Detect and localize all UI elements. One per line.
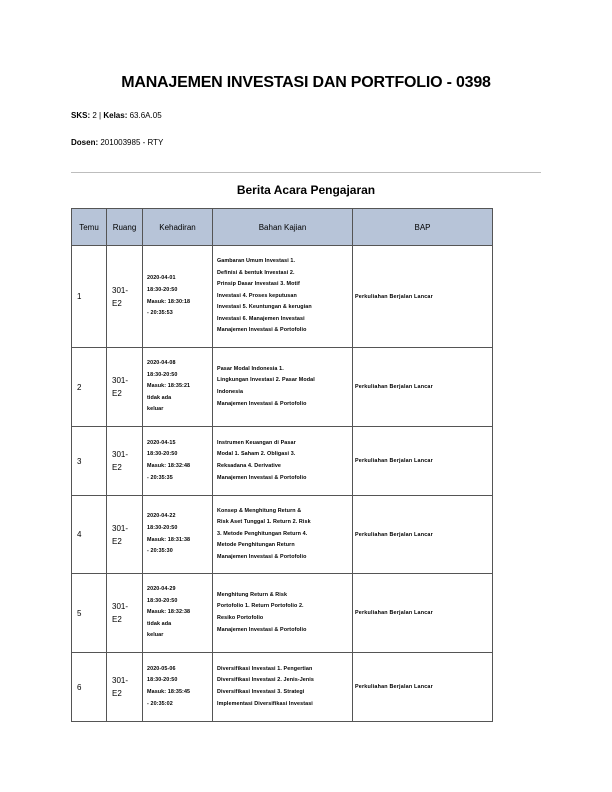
bahan-line: Implementasi Diversifikasi Investasi: [217, 700, 313, 707]
kehadiran-line: keluar: [147, 406, 164, 413]
ruang-line: E2: [112, 536, 122, 546]
cell-temu: 3: [72, 427, 107, 496]
cell-kehadiran: [143, 496, 213, 574]
kehadiran-line: 18:30-20:50: [147, 677, 178, 684]
cell-bap: Perkuliahan Berjalan Lancar: [353, 496, 493, 574]
kehadiran-line: 2020-04-29: [147, 586, 176, 593]
kehadiran-line: keluar: [147, 632, 164, 639]
kehadiran-line: tidak ada: [147, 620, 172, 627]
cell-ruang: [107, 653, 143, 722]
kehadiran-line: 2020-04-22: [147, 513, 176, 520]
ruang-line: E2: [112, 689, 122, 698]
cell-kehadiran: [143, 653, 213, 722]
sks-label: SKS:: [71, 111, 91, 120]
table-header-row: [72, 209, 493, 246]
sks-value: 2: [92, 111, 97, 120]
kehadiran-line: 2020-04-15: [147, 439, 176, 446]
cell-ruang: [107, 348, 143, 427]
ruang-line: 301-: [112, 523, 129, 533]
dosen-label: Dosen:: [71, 138, 99, 147]
kehadiran-line: 18:30-20:50: [147, 597, 178, 604]
kehadiran-line: tidak ada: [147, 394, 172, 401]
kehadiran-line: 2020-05-06: [147, 665, 176, 672]
bahan-line: Instrumen Keuangan di Pasar: [217, 439, 296, 446]
bahan-line: Diversifikasi Investasi 3. Strategi: [217, 689, 305, 695]
kehadiran-line: Masuk: 18:31:38: [147, 536, 191, 543]
bahan-line: Konsep & Menghitung Return &: [217, 507, 302, 514]
cell-bahan-kajian: [213, 427, 353, 496]
lecturer-meta: [71, 138, 163, 147]
cell-bap: Perkuliahan Berjalan Lancar: [353, 348, 493, 427]
ruang-line: E2: [112, 615, 122, 624]
kehadiran-line: 2020-04-01: [147, 275, 176, 282]
ruang-line: 301-: [112, 676, 129, 685]
course-meta: [71, 111, 162, 120]
bap-table: [71, 208, 493, 722]
section-title: Berita Acara Pengajaran: [236, 183, 376, 197]
kehadiran-line: Masuk: 18:30:18: [147, 298, 191, 305]
table-row: [72, 653, 493, 722]
kelas-label: Kelas:: [103, 111, 128, 120]
bahan-line: Risk Aset Tunggal 1. Return 2. Risk: [217, 519, 311, 526]
bahan-line: Lingkungan Investasi 2. Pasar Modal: [217, 377, 315, 384]
cell-bahan-kajian: [213, 574, 353, 653]
cell-bap: Perkuliahan Berjalan Lancar: [353, 427, 493, 496]
bahan-line: Manajemen Investasi & Portofolio: [217, 626, 307, 633]
kehadiran-line: 18:30-20:50: [147, 371, 178, 378]
kehadiran-line: 18:30-20:50: [147, 451, 178, 458]
cell-ruang: [107, 427, 143, 496]
cell-temu: 4: [72, 496, 107, 574]
bahan-line: Portofolio 1. Return Portofolio 2.: [217, 603, 304, 610]
cell-bahan-kajian: [213, 653, 353, 722]
bahan-line: Manajemen Investasi & Portofolio: [217, 474, 307, 481]
bahan-line: Reksadana 4. Derivative: [217, 463, 282, 469]
bahan-line: Investasi 6. Manajemen Investasi: [217, 315, 305, 322]
kehadiran-line: - 20:35:30: [147, 548, 173, 555]
kehadiran-line: - 20:35:53: [147, 310, 173, 317]
cell-bap: Perkuliahan Berjalan Lancar: [353, 653, 493, 722]
bahan-line: Investasi 5. Keuntungan & kerugian: [217, 304, 312, 311]
cell-temu: 6: [72, 653, 107, 722]
ruang-line: 301-: [112, 285, 129, 295]
bahan-line: Modal 1. Saham 2. Obligasi 3.: [217, 451, 296, 458]
header-ruang: Ruang: [107, 209, 143, 246]
ruang-line: 301-: [112, 602, 129, 611]
bahan-line: Definisi & bentuk Investasi 2.: [217, 269, 295, 276]
kehadiran-line: - 20:35:02: [147, 700, 173, 707]
table-row: [72, 427, 493, 496]
header-bahan-kajian: Bahan Kajian: [213, 209, 353, 246]
cell-bap: Perkuliahan Berjalan Lancar: [353, 246, 493, 348]
kehadiran-line: Masuk: 18:35:45: [147, 689, 191, 695]
cell-ruang: [107, 496, 143, 574]
table-row: [72, 574, 493, 653]
cell-kehadiran: [143, 427, 213, 496]
bahan-line: Diversifikasi Investasi 1. Pengertian: [217, 665, 313, 672]
cell-bahan-kajian: [213, 496, 353, 574]
cell-temu: 1: [72, 246, 107, 348]
cell-kehadiran: [143, 246, 213, 348]
bahan-line: 3. Metode Penghitungan Return 4.: [217, 530, 308, 537]
kehadiran-line: Masuk: 18:32:38: [147, 609, 191, 616]
bahan-line: Metode Penghitungan Return: [217, 542, 295, 549]
bahan-line: Gambaran Umum Investasi 1.: [217, 257, 296, 264]
cell-bahan-kajian: [213, 246, 353, 348]
bahan-line: Resiko Portofolio: [217, 615, 264, 621]
ruang-line: 301-: [112, 376, 129, 385]
kehadiran-line: 18:30-20:50: [147, 286, 178, 293]
bahan-line: Menghitung Return & Risk: [217, 591, 288, 598]
bahan-line: Indonesia: [217, 389, 244, 395]
kehadiran-line: 18:30-20:50: [147, 524, 178, 531]
cell-kehadiran: [143, 348, 213, 427]
bahan-line: Manajemen Investasi & Portofolio: [217, 400, 307, 407]
cell-temu: 2: [72, 348, 107, 427]
table-row: [72, 246, 493, 348]
ruang-line: 301-: [112, 450, 129, 459]
dosen-value: 201003985 - RTY: [100, 138, 164, 147]
bahan-line: Investasi 4. Proses keputusan: [217, 292, 297, 299]
header-kehadiran: Kehadiran: [143, 209, 213, 246]
bahan-line: Pasar Modal Indonesia 1.: [217, 365, 284, 372]
bahan-line: Manajemen Investasi & Portofolio: [217, 327, 307, 334]
cell-ruang: [107, 246, 143, 348]
bahan-line: Manajemen Investasi & Portofolio: [217, 553, 307, 560]
ruang-line: E2: [112, 298, 122, 308]
divider: [71, 172, 541, 173]
ruang-line: E2: [112, 463, 122, 472]
cell-bap: Perkuliahan Berjalan Lancar: [353, 574, 493, 653]
meta-separator: |: [99, 111, 102, 120]
ruang-line: E2: [112, 389, 122, 398]
header-bap: BAP: [353, 209, 493, 246]
cell-ruang: [107, 574, 143, 653]
table-row: [72, 348, 493, 427]
bahan-line: Prinsip Dasar Investasi 3. Motif: [217, 281, 300, 288]
kehadiran-line: Masuk: 18:35:21: [147, 383, 191, 390]
kehadiran-line: 2020-04-08: [147, 360, 176, 367]
kehadiran-line: Masuk: 18:32:48: [147, 463, 191, 469]
cell-temu: 5: [72, 574, 107, 653]
kelas-value: 63.6A.05: [129, 111, 162, 120]
kehadiran-line: - 20:35:35: [147, 474, 173, 481]
header-temu: Temu: [72, 209, 107, 246]
table-row: [72, 496, 493, 574]
page-title: MANAJEMEN INVESTASI DAN PORTFOLIO - 0398: [121, 74, 491, 91]
bahan-line: Diversifikasi Investasi 2. Jenis-Jenis: [217, 677, 314, 684]
cell-kehadiran: [143, 574, 213, 653]
cell-bahan-kajian: [213, 348, 353, 427]
